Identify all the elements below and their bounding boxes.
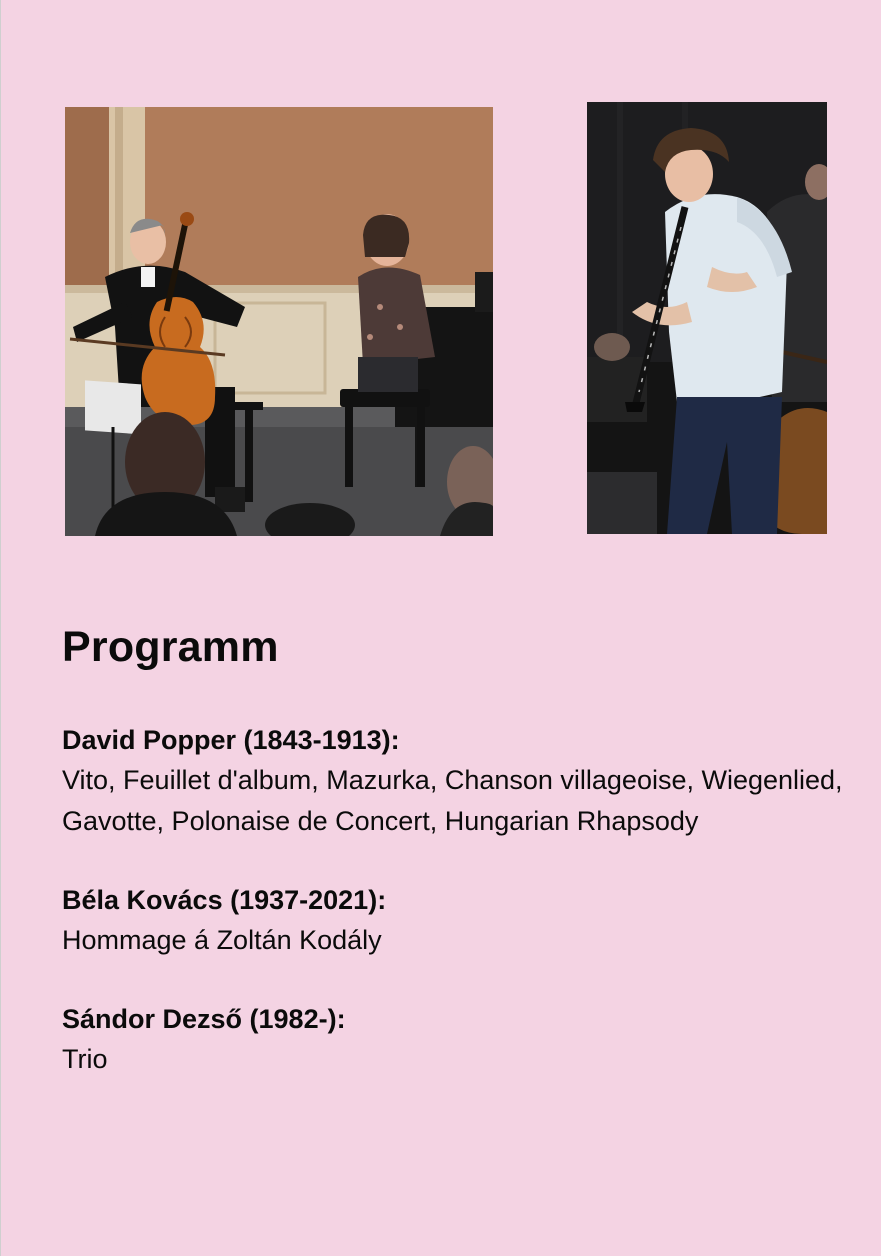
composer-name: Sándor Dezső (1982-):	[62, 1004, 346, 1034]
program-piece	[62, 720, 852, 842]
program-section	[62, 618, 852, 1118]
program-title: Programm	[62, 623, 279, 671]
composer-name: Béla Kovács (1937-2021):	[62, 885, 387, 915]
composer-name: David Popper (1843-1913):	[62, 725, 400, 755]
cellist-and-pianist-photo	[65, 107, 493, 536]
clarinetist-photo	[587, 102, 827, 534]
works-list: Vito, Feuillet d'album, Mazurka, Chanson villageoise, Wiegenlied, Gavotte, Polonaise de Concert, Hungarian Rhapsody	[62, 765, 843, 836]
works-list: Trio	[62, 1044, 108, 1074]
program-piece	[62, 880, 852, 961]
program-piece	[62, 999, 852, 1080]
works-list: Hommage á Zoltán Kodály	[62, 925, 382, 955]
